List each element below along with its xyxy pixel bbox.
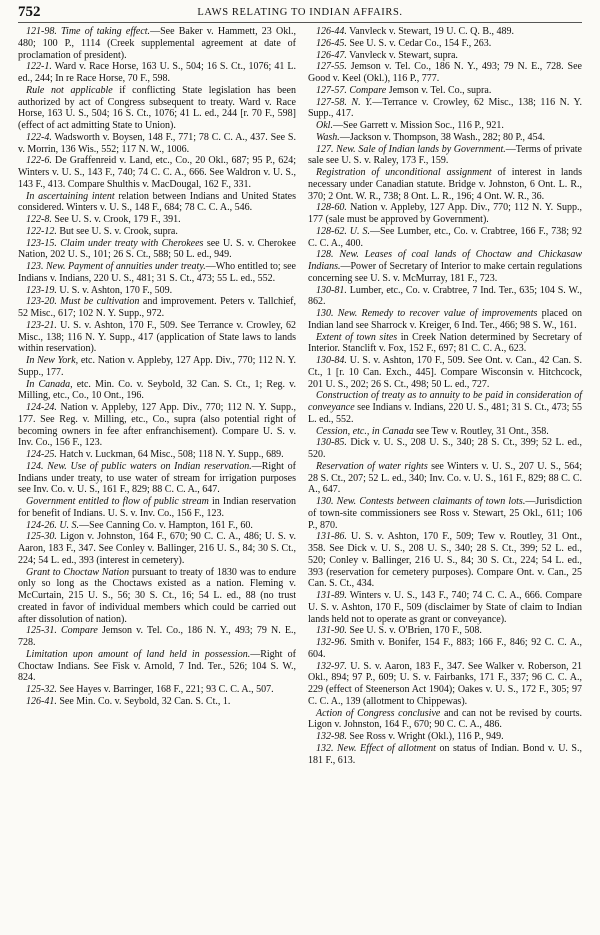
entry-citation-lead: Extent of town sites — [316, 331, 398, 343]
entry-citation-lead: Construction of treaty as to annuity to be paid in consideration of conveyance — [308, 390, 582, 413]
annotation-entry — [308, 26, 582, 38]
annotation-entry — [308, 285, 582, 309]
annotation-entry — [308, 167, 582, 202]
annotation-entry — [308, 437, 582, 461]
entry-citation-lead: 121-98. Time of taking effect. — [26, 26, 151, 37]
entry-citation-lead: Okl. — [316, 120, 333, 131]
annotation-entry — [308, 496, 582, 531]
entry-citation-lead: Registration of unconditional assignment — [316, 167, 492, 178]
entry-citation-lead: 122-8. — [26, 214, 52, 225]
entry-citation-lead: Action of Congress conclusive — [316, 707, 441, 719]
annotation-entry — [308, 731, 582, 743]
entry-text: See Ross v. Wright (Okl.), 116 P., 949. — [346, 731, 504, 742]
entry-text: —Right of Choctaw Indians. See Fisk v. Arnold, 7 Ind. Ter., 526; 104 S. W., 824. — [18, 648, 296, 684]
entry-text: —See Baker v. Hammett, 23 Okl., 480; 100 P., 1114 (Creek supplemental agreement at date of proclamation of president). — [18, 26, 296, 61]
entry-text: pursuant to treaty of 1830 was to endure only so long as the Choctaws existed as a nation. Fleming v. McCurtain, 215 U. S., 56; 30 S. Ct., 16; 54 L. ed., 88 (no trust created in favor of individual members which could be carried out after dissolution of nation). — [18, 566, 297, 625]
entry-text: Wadsworth v. Boysen, 148 F., 771; 78 C. C. A., 437. See S. v. Morrin, 136 Wis., 552; 117 N. W., 1006. — [18, 131, 296, 155]
running-title: LAWS RELATING TO INDIAN AFFAIRS. — [197, 7, 403, 18]
entry-text: see Tew v. Routley, 31 Ont., 358. — [413, 425, 549, 437]
entry-citation-lead: 128-60. — [316, 202, 347, 214]
entry-text: See U. S. v. O'Brien, 170 F., 508. — [346, 625, 482, 637]
annotation-entry — [308, 355, 582, 390]
annotation-entry — [18, 155, 296, 190]
entry-citation-lead: In ascertaining intent — [26, 190, 115, 202]
entry-text: —See Garrett v. Mission Soc., 116 P., 921. — [332, 120, 504, 131]
entry-text: —Power of Secretary of Interior to make certain regulations concerning see U. S. v. McMurray, 181 F., 723. — [308, 261, 582, 284]
entry-citation-lead: 132-98. — [316, 731, 347, 742]
entry-text: see U. S. v. Cherokee Nation, 202 U. S., 101; 26 S. Ct., 588; 50 L. ed., 949. — [18, 237, 296, 261]
entry-citation-lead: 128-62. U. S. — [316, 225, 370, 237]
annotation-entry — [18, 320, 296, 355]
entry-text: see Winters v. U. S., 207 U. S., 564; 28 S. Ct., 207; 52 L. ed., 340; Inv. Co. v. U. S., 161 F., 829; 88 C. C. A., 647. — [308, 460, 582, 496]
entry-text: Jemson v. Tel. Co., supra. — [386, 84, 492, 96]
annotation-entry — [18, 191, 296, 215]
annotation-entry — [18, 449, 296, 461]
annotation-entry — [18, 649, 296, 684]
entry-citation-lead: 126-45. — [316, 37, 347, 49]
entry-text: and can not be revised by courts. Ligon v. Johnston, 164 F., 670; 90 C. C. A., 486. — [308, 707, 582, 731]
entry-citation-lead: Reservation of water rights — [316, 460, 428, 472]
entry-text: De Graffenreid v. Land, etc., Co., 20 Okl., 687; 95 P., 624; Winters v. U. S., 143 F., 740; 74 C. C. A., 666. See Waldron v. U. S., 143 F., 413. Compare Shulthis v. MacDougal, 162 F., 331. — [18, 155, 296, 190]
entry-citation-lead: 124-24. — [26, 402, 57, 413]
entry-text: and improvement. Peters v. Tallchief, 52 Misc., 617; 102 N. Y. Supp., 972. — [18, 296, 296, 319]
entry-text: Vanvleck v. Stewart, supra. — [346, 49, 458, 61]
annotation-entry — [18, 402, 296, 449]
entry-citation-lead: 124-26. U. S. — [26, 519, 80, 531]
entry-text: See U. S. v. Crook, 179 F., 391. — [51, 214, 181, 225]
entry-text: Lumber, etc., Co. v. Crabtree, 7 Ind. Ter., 635; 104 S. W., 862. — [308, 284, 582, 308]
entry-citation-lead: 124. New. Use of public waters on Indian reservation. — [26, 460, 252, 472]
annotation-entry — [18, 61, 296, 85]
annotation-entry — [308, 308, 582, 332]
entry-citation-lead: 125-31. Compare — [26, 625, 98, 637]
entry-text: Hatch v. Luckman, 64 Misc., 508; 118 N. Y. Supp., 689. — [56, 449, 284, 460]
entry-citation-lead: In New York, — [26, 355, 79, 366]
entry-text: Jemson v. Tel. Co., 186 N. Y., 493; 79 N. E., 728. See Good v. Keel (Okl.), 116 P., 777. — [308, 61, 582, 84]
entry-text: Winters v. U. S., 143 F., 740; 74 C. C. A., 666. Compare U. S. v. Ashton, 170 F., 509 (disclaimer by State of claim to Indian lands held not to operate as grant or conveyance). — [308, 590, 582, 625]
page-number: 752 — [18, 4, 41, 20]
entry-citation-lead: Limitation upon amount of land held in possession. — [26, 648, 251, 660]
entry-citation-lead: 123-20. Must be cultivation — [26, 296, 140, 308]
annotation-entry — [18, 684, 296, 696]
annotation-entry — [308, 226, 582, 250]
entry-text: in Indian reservation for benefit of Indians. U. S. v. Inv. Co., 156 F., 123. — [18, 496, 296, 519]
entry-citation-lead: Government entitled to flow of public stream — [26, 496, 209, 507]
entry-text: —See Canning Co. v. Hampton, 161 F., 60. — [79, 519, 253, 531]
entry-text: —Jackson v. Thompson, 38 Wash., 282; 80 P., 454. — [339, 131, 545, 143]
annotation-entry — [308, 132, 582, 144]
entry-text: relation between Indians and United States considered. Winters v. U. S., 148 F., 684; 78 C. C. A., 546. — [18, 190, 296, 214]
entry-text: U. S. v. Ashton, 170 F., 509. See Ont. v. Can., 42 Can. S. Ct., 1 [r. 10 Can. Exch., 445]. Compare Wisconsin v. Hitchcock, 201 U. S., 202; 26 S. Ct., 498; 50 L. ed., 727. — [308, 355, 582, 390]
entry-text: U. S. v. Ashton, 170 F., 509; Tew v. Routley, 31 Ont., 358. See Dick v. U. S., 208 U. S., 340; 28 S. Ct., 399; 52 L. ed., 520; Conley v. Ballinger, 216 U. S., 84; 30 S. Ct., 224; 54 L. ed., 393 (reservation for cemetery purposes). Compare Ont. v. Can., 25 Can. S. Ct., 434. — [308, 531, 582, 590]
annotation-entry — [18, 355, 296, 379]
entry-text: But see U. S. v. Crook, supra. — [56, 225, 178, 237]
entry-text: Nation v. Appleby, 127 App. Div., 770; 112 N. Y. Supp., 177 (sale must be approved by Government). — [308, 202, 582, 225]
entry-citation-lead: 123. New. Payment of annuities under treaty. — [26, 261, 206, 272]
entry-text: if conflicting State legislation has been authorized by act of Congress subsequent to treaty. Ward v. Race Horse, 163 U. S., 504; 16 S. Ct., 1076; 41 L. ed., 244 [r. 70 F., 598] (effect of act admitting State to Union). — [18, 84, 296, 131]
annotation-entry — [308, 144, 582, 168]
annotation-entry — [308, 202, 582, 226]
entry-text: U. S. v. Ashton, 170 F., 509. — [56, 284, 173, 296]
entry-text: Jemson v. Tel. Co., 186 N. Y., 493; 79 N. E., 728. — [18, 625, 296, 648]
entry-citation-lead: Cession, etc., in Canada — [316, 425, 414, 437]
entry-citation-lead: 132. New. Effect of allotment — [316, 742, 436, 754]
annotation-entry — [308, 461, 582, 496]
entry-text: in Creek Nation determined by Secretary of Interior. Stanclift v. Fox, 152 F., 697; 81 C. C. A., 623. — [308, 331, 583, 355]
entry-citation-lead: 130-85. — [316, 437, 347, 449]
entry-citation-lead: 127. New. Sale of Indian lands by Government. — [316, 143, 506, 155]
entry-citation-lead: 125-30. — [26, 531, 57, 543]
entry-text: Ward v. Race Horse, 163 U. S., 504; 16 S. Ct., 1076; 41 L. ed., 244; In re Race Horse, 70 F., 598. — [18, 61, 296, 84]
entry-text: Dick v. U. S., 208 U. S., 340; 28 S. Ct., 399; 52 L. ed., 520. — [308, 437, 582, 460]
entry-text: —Right of Indians under treaty, to use water of stream for irrigation purposes see Inv. Co. v. U. S., 161 F., 829; 88 C. C. A., 647. — [18, 460, 296, 496]
annotation-entry — [18, 625, 296, 649]
entry-citation-lead: 131-89. — [316, 590, 347, 601]
annotation-entry — [308, 708, 582, 732]
entry-citation-lead: Rule not applicable — [26, 84, 113, 96]
annotation-entry — [18, 520, 296, 532]
annotation-entry — [18, 132, 296, 156]
entry-citation-lead: 126-47. — [316, 49, 347, 61]
entry-citation-lead: 130. New. Remedy to recover value of improvements — [316, 308, 538, 319]
entry-citation-lead: In Canada, — [26, 378, 73, 390]
entry-text: U. S. v. Aaron, 183 F., 347. See Walker v. Roberson, 21 Okl., 894; 97 P., 609; U. S. v. Fairbanks, 171 F., 337; 96 C. C. A., 229 (effect of Steenerson Act 1904); Oakes v. U. S., 172 F., 305; 97 C. C. A., 139 (allotment to Chippewas). — [308, 660, 582, 707]
annotation-entry — [18, 461, 296, 496]
entry-text: see Indians v. Indians, 220 U. S., 481; 31 S. Ct., 473; 55 L. ed., 552. — [308, 402, 582, 425]
annotation-entry — [308, 61, 582, 85]
annotation-entry — [308, 38, 582, 50]
annotation-entry — [18, 238, 296, 262]
entry-text: Ligon v. Johnston, 164 F., 670; 90 C. C. A., 486; U. S. v. Aaron, 183 F., 347. See Conley v. Ballinger, 216 U. S., 84; 30 S. Ct., 224; 54 L. ed., 393 (interest in cemetery). — [18, 531, 296, 566]
entry-text: —Terrance v. Crowley, 62 Misc., 138; 116 N. Y. Supp., 417. — [308, 96, 582, 120]
annotation-entry — [18, 696, 296, 708]
entry-text: —Who entitled to; see Indians v. Indians, 220 U. S., 481; 31 S. Ct., 473; 55 L. ed., 552. — [18, 261, 296, 284]
annotation-entry — [308, 97, 582, 121]
annotation-entry — [308, 531, 582, 590]
two-column-body — [18, 26, 582, 766]
annotation-entry — [308, 50, 582, 62]
annotation-entry — [308, 249, 582, 284]
entry-citation-lead: 131-90. — [316, 625, 347, 637]
annotation-entry — [18, 226, 296, 238]
entry-citation-lead: 126-44. — [316, 26, 347, 37]
entry-text: —Terms of private sale see U. S. v. Raley, 173 F., 159. — [308, 143, 582, 167]
entry-citation-lead: 123-21. — [26, 319, 57, 331]
entry-citation-lead: 123-19. — [26, 284, 57, 296]
annotation-entry — [18, 214, 296, 226]
page-header — [18, 4, 582, 23]
annotation-entry — [18, 261, 296, 285]
annotation-entry — [18, 26, 296, 61]
entry-citation-lead: 127-57. Compare — [316, 84, 387, 96]
entry-citation-lead: 126-41. — [26, 695, 57, 707]
entry-citation-lead: 130-84. — [316, 355, 347, 366]
entry-citation-lead: 127-58. N. Y. — [316, 96, 373, 108]
entry-text: placed on Indian land see Sharrock v. Kreiger, 6 Ind. Ter., 466; 98 S. W., 161. — [308, 308, 582, 331]
entry-text: —See Lumber, etc., Co. v. Crabtree, 166 F., 738; 92 C. C. A., 400. — [308, 225, 582, 249]
annotation-entry — [18, 567, 296, 626]
annotation-entry — [308, 120, 582, 132]
entry-text: —Jurisdiction of town-site commissioners see Ross v. Stewart, 25 Okl., 611; 106 P., 870. — [308, 496, 582, 531]
annotation-entry — [308, 661, 582, 708]
annotation-entry — [18, 531, 296, 566]
entry-text: etc. Nation v. Appleby, 127 App. Div., 770; 112 N. Y. Supp., 177. — [18, 355, 297, 378]
entry-citation-lead: 123-15. Claim under treaty with Cherokees — [26, 237, 204, 249]
entry-citation-lead: 122-4. — [26, 131, 52, 143]
entry-citation-lead: 125-32. — [26, 684, 57, 695]
annotation-entry — [308, 590, 582, 625]
entry-citation-lead: 131-86. — [316, 531, 347, 543]
entry-citation-lead: 122-12. — [26, 225, 57, 237]
entry-citation-lead: 122-6. — [26, 155, 52, 167]
entry-citation-lead: 124-25. — [26, 449, 57, 460]
entry-text: See Min. Co. v. Seybold, 32 Can. S. Ct., 1. — [56, 695, 231, 707]
entry-citation-lead: 122-1. — [26, 61, 52, 73]
annotation-entry — [308, 85, 582, 97]
annotation-entry — [18, 379, 296, 403]
entry-citation-lead: 127-55. — [316, 61, 347, 73]
annotation-entry — [308, 625, 582, 637]
annotation-entry — [18, 85, 296, 132]
entry-text: of interest in lands necessary under Canadian statute. Bridge v. Johnston, 6 Ont. L. R., 370; 2 Ont. W. R., 738; 8 Ont. L. R., 196; 4 Ont. W. R., 36. — [308, 167, 582, 202]
entry-text: Vanvleck v. Stewart, 19 U. C. Q. B., 489. — [346, 26, 515, 37]
annotation-entry — [308, 332, 582, 356]
left-column — [18, 26, 296, 766]
entry-text: U. S. v. Ashton, 170 F., 509. See Terrance v. Crowley, 62 Misc., 138; 116 N. Y. Supp., 417 (application of State laws to lands within reservation). — [18, 319, 296, 355]
entry-text: Nation v. Appleby, 127 App. Div., 770; 112 N. Y. Supp., 177. See Reg. v. Milling, etc., Co., supra (also potential right of becoming owners in fee after enfranchisement). Compare U. S. v. Inv. Co., 156 F., 123. — [18, 402, 296, 449]
entry-text: See Hayes v. Barringer, 168 F., 221; 93 C. C. A., 507. — [56, 684, 274, 695]
entry-text: See U. S. v. Cedar Co., 154 F., 263. — [346, 37, 492, 49]
right-column — [308, 26, 582, 766]
annotation-entry — [18, 285, 296, 297]
annotation-entry — [308, 743, 582, 767]
entry-citation-lead: 128. New. Leases of coal lands of Choctaw and Chickasaw Indians. — [308, 249, 582, 272]
annotation-entry — [18, 296, 296, 320]
annotation-entry — [18, 496, 296, 520]
entry-text: etc. Min. Co. v. Seybold, 32 Can. S. Ct., 1; Reg. v. Milling, etc., Co., 10 Ont., 196. — [18, 378, 297, 402]
annotation-entry — [308, 637, 582, 661]
entry-citation-lead: Grant to Choctaw Nation — [26, 566, 130, 578]
annotation-entry — [308, 426, 582, 438]
entry-citation-lead: 132-97. — [316, 660, 347, 672]
entry-citation-lead: 132-96. — [316, 637, 347, 648]
annotation-entry — [308, 390, 582, 425]
entry-citation-lead: 130-81. — [316, 284, 347, 296]
entry-citation-lead: 130. New. Contests between claimants of town lots. — [316, 496, 526, 507]
entry-text: on status of Indian. Bond v. U. S., 181 F., 613. — [308, 742, 582, 766]
entry-citation-lead: Wash. — [316, 131, 340, 143]
entry-text: Smith v. Bonifer, 154 F., 883; 166 F., 846; 92 C. C. A., 604. — [308, 637, 582, 660]
